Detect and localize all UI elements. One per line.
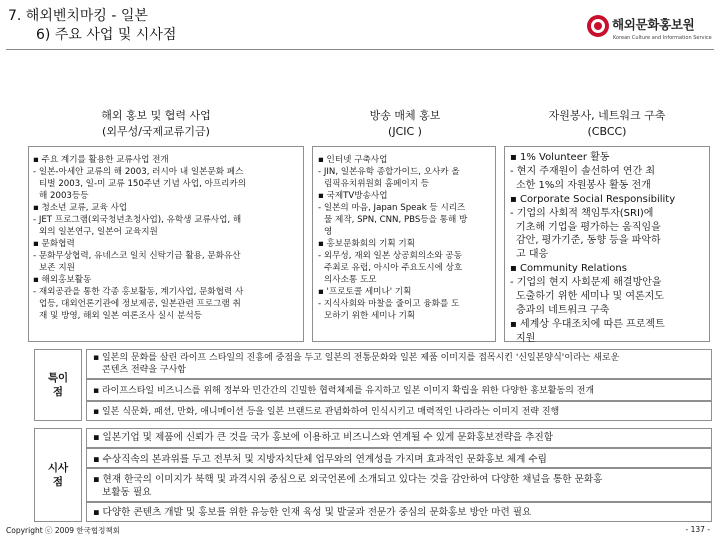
- list-item: ▪ 다양한 콘텐츠 개발 및 홍보를 위한 유능한 인재 육성 및 발굴과 전문가 중심의 문화홍보 방안 마련 필요: [93, 507, 532, 518]
- list-item: 물 제작, SPN, CNN, PBS등을 통해 방: [324, 215, 468, 225]
- logo-name: 해외문화홍보원: [612, 17, 695, 32]
- list-item: 업등, 대외언론기관에 정보제공, 일본관련 프로그램 취: [39, 299, 241, 309]
- list-item: 콘텐츠 전략을 구사함: [102, 365, 186, 375]
- list-item: ▪ 일본 식문화, 패션, 만화, 애니메이션 등을 일본 브랜드로 관념화하여 인식시키고 매력적인 나라라는 이미지 전략 진행: [93, 407, 560, 417]
- implication-row-4: [86, 502, 712, 522]
- list-item: - JET 프로그램(외국청년초청사업), 유학생 교류사업, 해: [33, 215, 242, 225]
- list-item: 의사소통 도모: [324, 275, 377, 285]
- list-item: 지원: [516, 332, 536, 344]
- feature-row-3: [86, 401, 712, 421]
- column-3-content: [510, 151, 675, 346]
- column-header-1: 해외 홍보 및 협력 사업 (외무성/국제교류기금): [101, 109, 211, 138]
- list-item: ▪ 수상직속의 본과위를 두고 전부처 및 지방자치단체 업무와의 연계성을 가지며 효과적인 문화홍보 체계 수립: [93, 454, 547, 465]
- implication-row-2: [86, 448, 712, 468]
- list-item: ▪ 문화협력: [33, 239, 75, 249]
- column-1-content: [33, 154, 246, 322]
- list-item: 소한 1%의 자원봉사 활동 전개: [516, 179, 651, 191]
- list-item: 감안, 평가기준, 동향 등을 파악하: [516, 235, 661, 247]
- feature-row-2: [86, 379, 712, 401]
- list-item: ▪ 주요 계기를 활용한 교류사업 전개: [33, 155, 169, 165]
- list-item: ▪ 인터넷 구축사업: [318, 155, 388, 165]
- list-item: ▪ Corporate Social Responsibility: [510, 193, 676, 205]
- kocis-logo-mark-icon: [586, 14, 610, 38]
- list-item: - 재외공관을 통한 각종 홍보활동, 계기사업, 문화협력 사: [33, 287, 244, 297]
- header-divider: [6, 49, 714, 50]
- feature-row-1: [86, 349, 712, 379]
- list-item: 층과의 네트워크 구축: [516, 304, 610, 316]
- slide-title: [8, 7, 176, 45]
- list-item: 해 2003등등: [39, 191, 89, 201]
- list-item: 고 대응: [516, 249, 549, 261]
- title-line-1: 7. 해외벤치마킹 - 일본: [8, 8, 148, 24]
- implication-row-1: [86, 428, 712, 448]
- list-item: - 일본-아세안 교류의 해 2003, 러시아 내 일본문화 페스: [33, 167, 244, 177]
- list-item: ▪ 해외홍보활동: [33, 275, 92, 285]
- copyright: Copyright ⓒ 2009 한국협정책회: [6, 526, 120, 535]
- column-2-content: [318, 154, 467, 322]
- list-item: ▪ 홍보문화회의 기획 기획: [318, 239, 416, 249]
- column-panel-2: [312, 146, 496, 342]
- title-line-2: 6) 주요 사업 및 시사점: [36, 27, 177, 43]
- list-item: 모하기 위한 세미나 기획: [324, 311, 416, 321]
- column-header-3: 자원봉사, 네트워크 구축 (CBCC): [548, 109, 666, 138]
- list-item: ▪ 국제TV방송사업: [318, 191, 388, 201]
- page-number: - 137 -: [685, 525, 710, 534]
- list-item: ▪ 현재 한국의 이미지가 북핵 및 과격시위 중심으로 외국언론에 소개되고 있다는 것을 감안하여 다양한 채널을 통한 문화홍: [93, 474, 603, 485]
- list-item: ▪ '프로토콜 세미나' 기획: [318, 287, 412, 297]
- features-label: 특이 점: [34, 349, 82, 421]
- logo-subtitle: Korean Culture and Information Service: [613, 35, 712, 41]
- list-item: 재 및 방영, 해외 일본 여론조사 실시 분석등: [39, 311, 202, 321]
- list-item: 도출하기 위한 세미나 및 여론지도: [516, 291, 664, 303]
- list-item: - 문화무상협력, 유네스코 일치 신탁기금 활용, 문화유산: [33, 251, 241, 261]
- column-panel-1: [28, 146, 304, 342]
- list-item: - 기업의 사회적 책임투자(SRI)에: [510, 207, 654, 219]
- list-item: 영: [324, 227, 333, 237]
- list-item: 림픽유치위원회 홈페이지 등: [324, 179, 430, 189]
- list-item: - JIN, 일본유학 종합가이드, 오사카 올: [318, 167, 460, 177]
- implications-label: 시사 점: [34, 428, 82, 522]
- list-item: 티벌 2003, 일-미 교류 150주년 기념 사업, 아프리카의: [39, 179, 247, 189]
- list-item: - 외무성, 재외 일본 상공회의소와 공동: [318, 251, 463, 261]
- list-item: - 일본의 마음, Japan Speak 등 시리즈: [318, 203, 466, 213]
- list-item: - 현지 주재원이 솔선하여 연간 최: [510, 165, 656, 177]
- column-header-2: 방송 매체 홍보 (JCIC ): [369, 109, 441, 138]
- list-item: - 기업의 현지 사회문제 해결방안을: [510, 277, 662, 289]
- list-item: ▪ 1% Volunteer 활동: [510, 152, 610, 163]
- list-item: ▪ 라이프스타일 비즈니스를 위해 정부와 민간간의 긴밀한 협력체제를 유지하고 일본 이미지 확립을 위한 다양한 홍보활동의 전개: [93, 386, 595, 396]
- list-item: 기초해 기업을 평가하는 움직임을: [516, 221, 661, 233]
- list-item: ▪ 일본의 문화를 살린 라이프 스타일의 진흥에 중점을 두고 일본의 전통문화와 일본 제품 이미지를 접목시킨 '신일본양식'이라는 새로운: [93, 353, 620, 363]
- list-item: ▪ 청소년 교류, 교육 사업: [33, 203, 128, 213]
- list-item: ▪ 세계상 우대조치에 따른 프로젝트: [510, 318, 665, 330]
- list-item: 보활동 필요: [102, 487, 152, 498]
- list-item: 보존 지원: [39, 263, 75, 273]
- kocis-logo: [586, 13, 716, 47]
- list-item: ▪ Community Relations: [510, 263, 627, 275]
- list-item: - 지식사회와 마찰을 줄이고 융화를 도: [318, 299, 460, 309]
- implication-row-3: [86, 468, 712, 502]
- list-item: 주최로 유럽, 아시아 주요도시에 상호: [324, 263, 463, 273]
- list-item: ▪ 일본기업 및 제품에 신뢰가 큰 것을 국가 홍보에 이용하고 비즈니스와 연계될 수 있게 문화홍보전략을 추진함: [93, 432, 554, 443]
- list-item: 외의 일본연구, 일본어 교육지원: [39, 227, 158, 237]
- column-panel-3: [504, 146, 710, 342]
